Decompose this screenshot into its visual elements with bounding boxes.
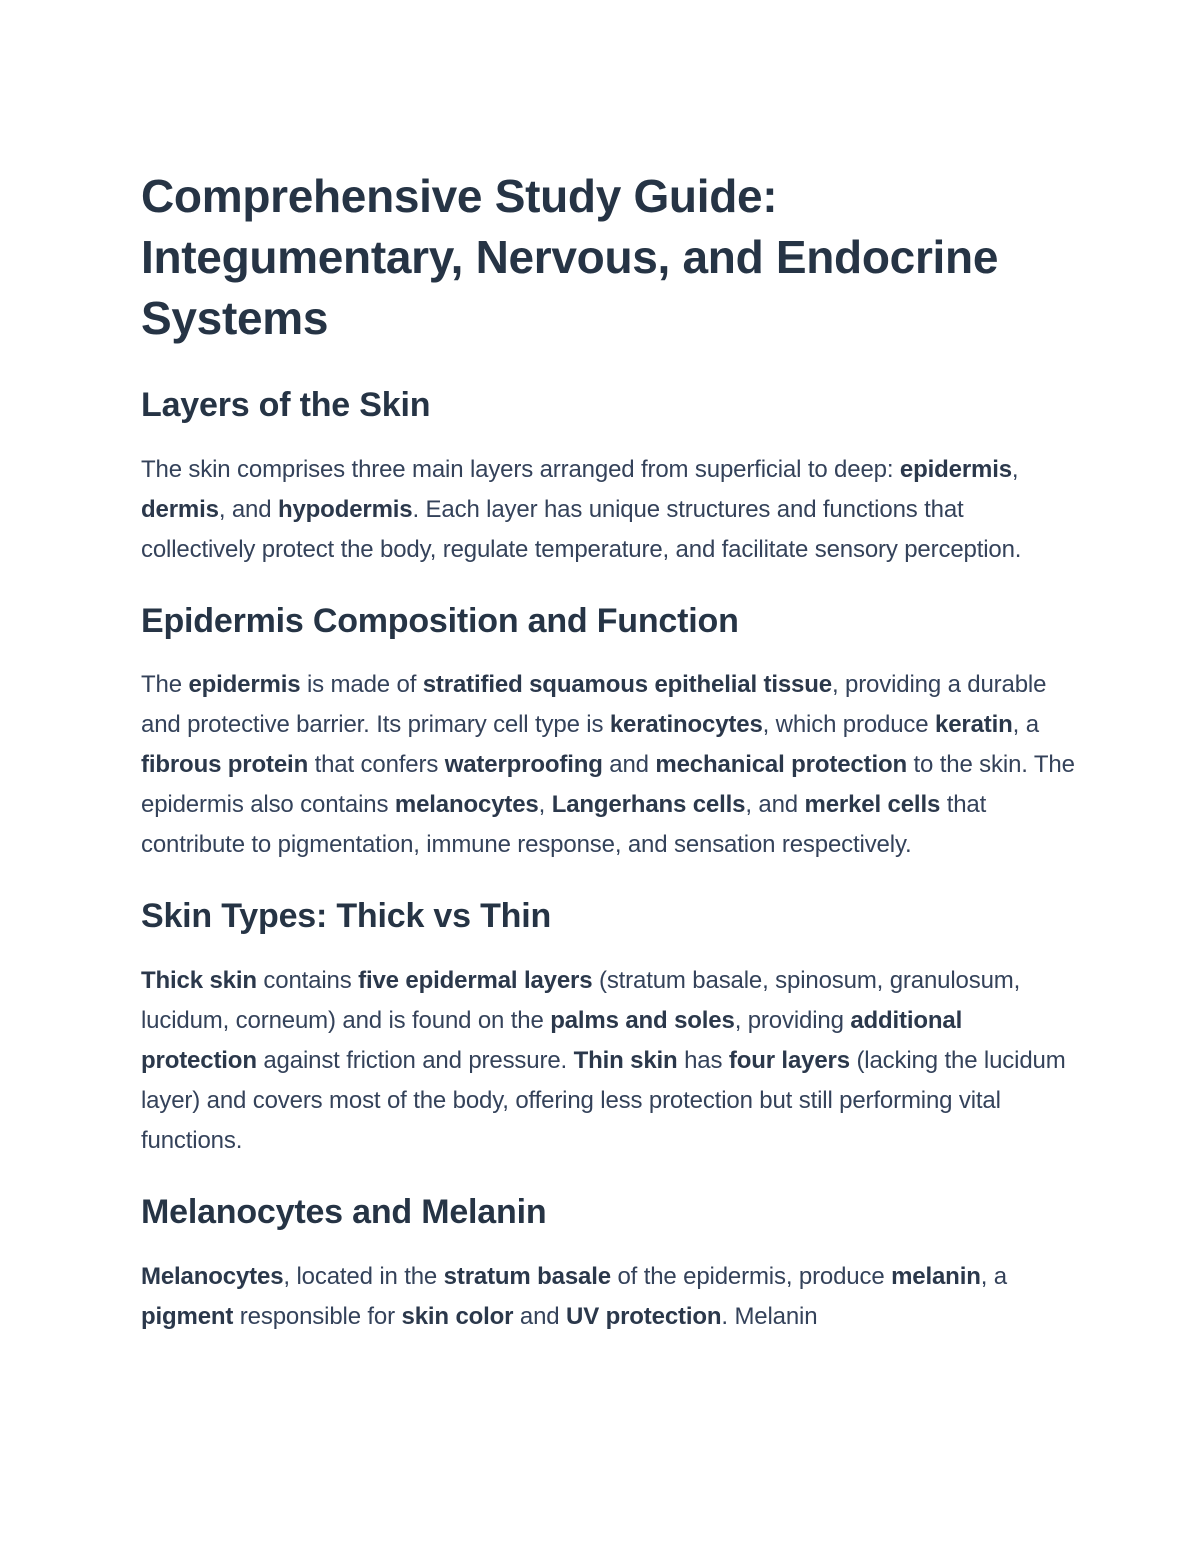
section-paragraph-skin-types (141, 961, 1081, 1161)
section-paragraph-epidermis (141, 665, 1081, 865)
document-page (141, 166, 1081, 1337)
section-heading-melanocytes: Melanocytes and Melanin (141, 1193, 547, 1231)
text-run: . Each layer has unique structures and functions that collectively protect the body, regulate temperature, and facilitate sensory perception. (141, 496, 1022, 563)
bold-term: UV protection (566, 1303, 722, 1330)
text-run: , which produce (762, 711, 936, 738)
text-run: The skin comprises three main layers arranged from superficial to deep: (141, 456, 900, 483)
bold-term: melanocytes (394, 791, 539, 818)
bold-term: Langerhans cells (551, 791, 746, 818)
text-run: to the skin. The epidermis also contains (141, 751, 1075, 818)
text-run: . Melanin (721, 1303, 818, 1330)
bold-term: skin color (401, 1303, 514, 1330)
bold-term: epidermis (899, 456, 1012, 483)
bold-term: Thin skin (573, 1047, 678, 1074)
text-run: and (513, 1303, 567, 1330)
bold-term: Melanocytes (141, 1263, 284, 1290)
text-run: , a (1012, 711, 1039, 738)
section-heading-skin-types: Skin Types: Thick vs Thin (141, 897, 552, 935)
bold-term: five epidermal layers (358, 967, 593, 994)
text-run: has (677, 1047, 729, 1074)
bold-term: four layers (728, 1047, 850, 1074)
section-heading-epidermis: Epidermis Composition and Function (141, 602, 739, 640)
text-run: is made of (300, 671, 423, 698)
bold-term: palms and soles (550, 1007, 735, 1034)
bold-term: merkel cells (804, 791, 941, 818)
text-run: , and (745, 791, 805, 818)
bold-term: keratinocytes (609, 711, 763, 738)
bold-term: mechanical protection (655, 751, 907, 778)
text-run: of the epidermis, produce (610, 1263, 892, 1290)
text-run: , and (218, 496, 278, 523)
text-run: , providing a durable and protective barrier. Its primary cell type is (141, 671, 1047, 738)
text-run: (stratum basale, spinosum, granulosum, lucidum, corneum) and is found on the (141, 967, 1021, 1034)
text-run: The (141, 671, 189, 698)
bold-term: dermis (141, 496, 219, 523)
bold-term: hypodermis (277, 496, 413, 523)
bold-term: Thick skin (141, 967, 257, 994)
section-paragraph-melanocytes (141, 1257, 1081, 1337)
text-run: that confers (308, 751, 445, 778)
text-run: (lacking the lucidum layer) and covers most of the body, offering less protection but still performing vital functions. (141, 1047, 1066, 1154)
text-run: , located in the (283, 1263, 444, 1290)
text-run: that contribute to pigmentation, immune response, and sensation respectively. (141, 791, 987, 858)
text-run: , (1011, 456, 1019, 483)
bold-term: pigment (141, 1303, 234, 1330)
text-run: contains (256, 967, 359, 994)
bold-term: epidermis (188, 671, 301, 698)
text-run: , providing (734, 1007, 851, 1034)
bold-term: keratin (935, 711, 1013, 738)
document-title: Comprehensive Study Guide: Integumentary, Nervous, and Endocrine Systems (141, 170, 999, 344)
bold-term: melanin (891, 1263, 981, 1290)
bold-term: stratum basale (443, 1263, 611, 1290)
text-run: responsible for (233, 1303, 402, 1330)
section-paragraph-layers-of-skin (141, 450, 1081, 570)
text-run: against friction and pressure. (256, 1047, 574, 1074)
text-run: , a (980, 1263, 1007, 1290)
bold-term: fibrous protein (141, 751, 309, 778)
text-run: and (602, 751, 656, 778)
section-heading-layers-of-skin: Layers of the Skin (141, 386, 431, 424)
bold-term: additional protection (141, 1007, 963, 1074)
text-run: , (538, 791, 552, 818)
bold-term: waterproofing (444, 751, 603, 778)
bold-term: stratified squamous epithelial tissue (422, 671, 832, 698)
